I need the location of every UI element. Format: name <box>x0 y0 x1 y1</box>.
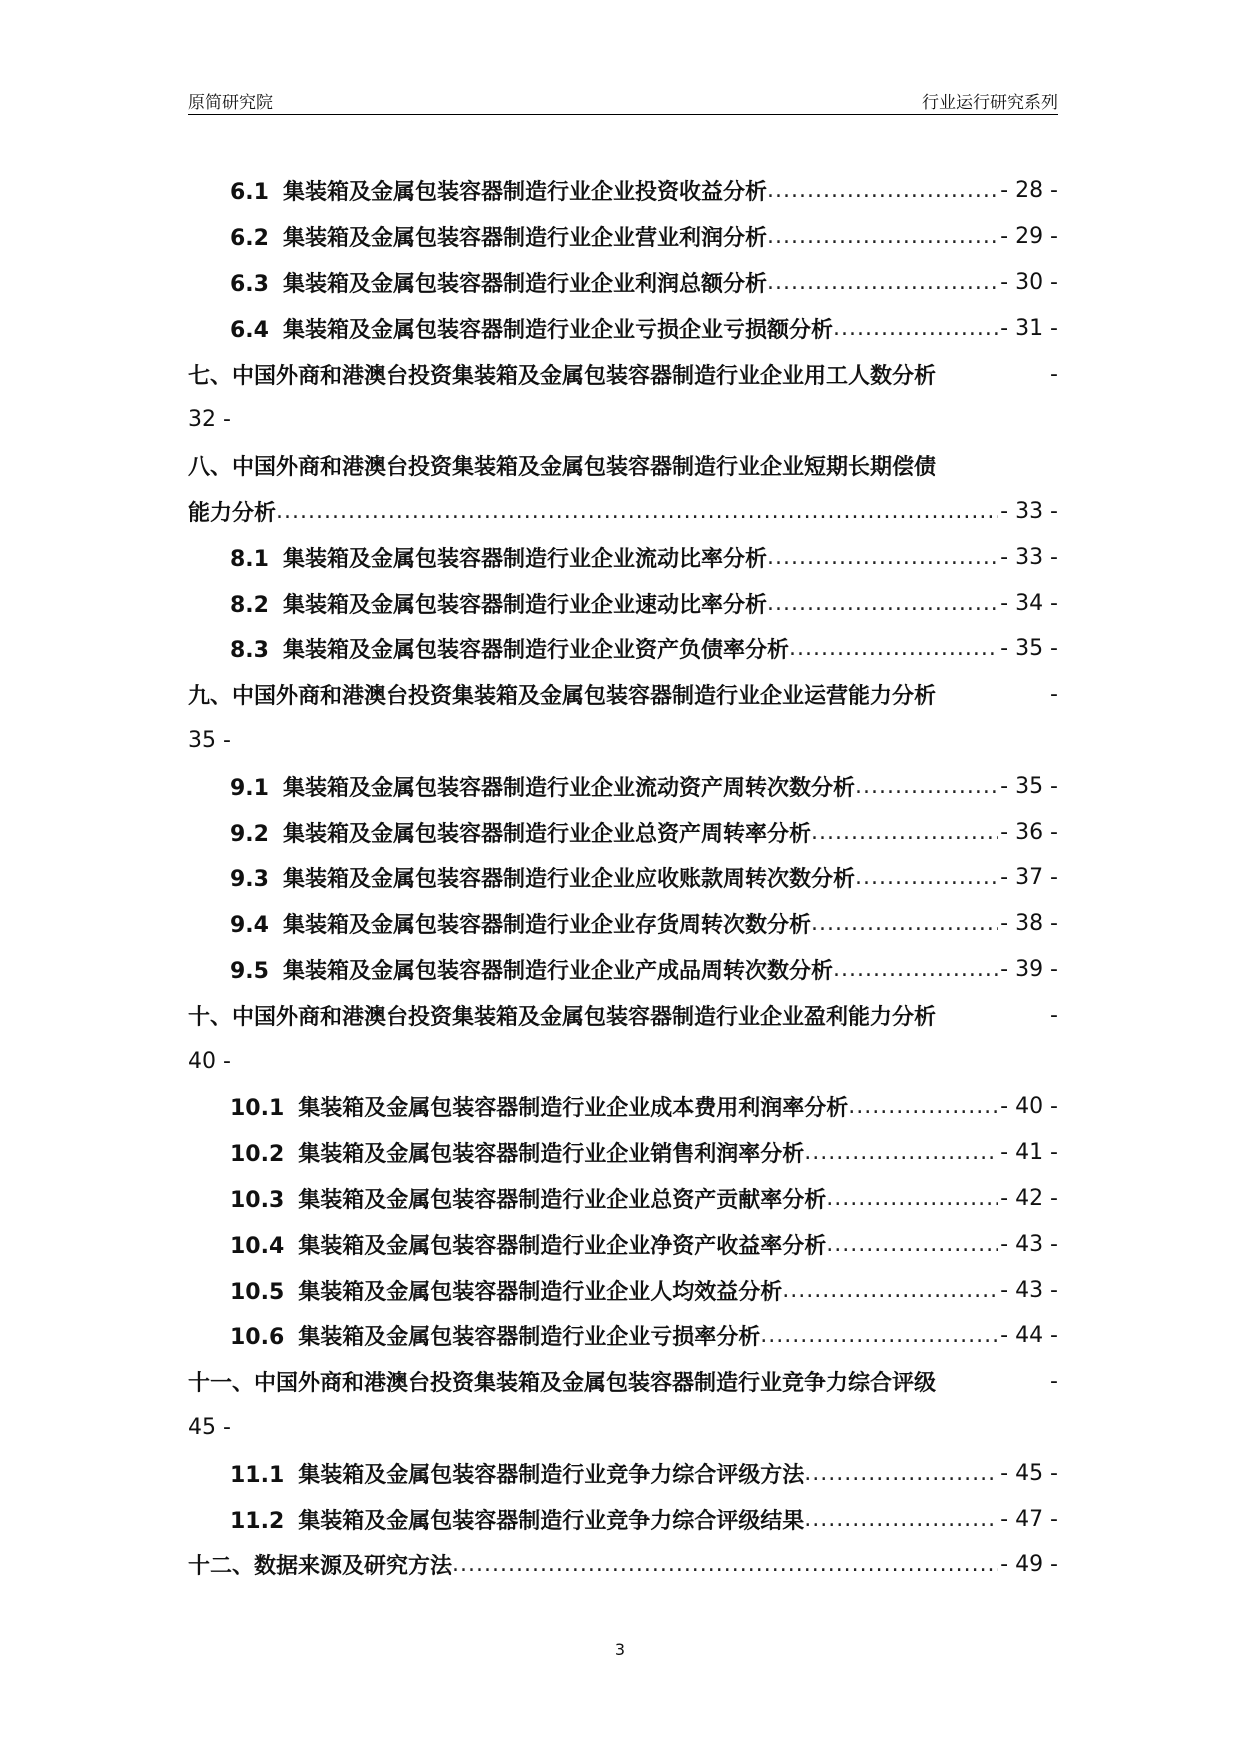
toc-entry-title: 集装箱及金属包装容器制造行业企业资产负债率分析 <box>282 638 789 664</box>
toc-entry-number: 8.1 <box>230 546 269 572</box>
toc-chapter-title: 七、中国外商和港澳台投资集装箱及金属包装容器制造行业企业用工人数分析 <box>188 363 937 389</box>
toc-entry-page: - 35 - <box>1000 773 1058 799</box>
toc-entry-page: - 41 - <box>1000 1140 1058 1166</box>
toc-entry-title: 集装箱及金属包装容器制造行业企业净资产收益率分析 <box>298 1233 827 1259</box>
toc-leader-dots <box>833 957 998 982</box>
toc-chapter-entry[interactable] <box>188 1542 1058 1588</box>
toc-entry-number: 9.4 <box>230 913 269 939</box>
toc-leader-dots <box>767 591 998 616</box>
toc-entry-page-part: 40 - <box>188 1048 231 1074</box>
toc-entry-title: 集装箱及金属包装容器制造行业企业总资产贡献率分析 <box>298 1187 827 1213</box>
toc-entry-number: 6.2 <box>230 226 269 252</box>
toc-entry-number: 9.1 <box>230 775 269 801</box>
toc-entry-page-part: 35 - <box>188 727 231 753</box>
toc-entry[interactable] <box>188 1450 1058 1496</box>
toc-entry[interactable] <box>188 534 1058 580</box>
toc-entry[interactable] <box>188 1176 1058 1222</box>
toc-entry-page: - 43 - <box>1000 1277 1058 1303</box>
toc-entry-page: - 36 - <box>1000 819 1058 845</box>
toc-leader-dots <box>760 1323 998 1348</box>
toc-entry-title: 集装箱及金属包装容器制造行业企业利润总额分析 <box>282 271 767 297</box>
toc-entry[interactable] <box>188 1130 1058 1176</box>
toc-entry-page: - 29 - <box>1000 224 1058 250</box>
toc-entry-title: 集装箱及金属包装容器制造行业企业销售利润率分析 <box>298 1142 805 1168</box>
toc-chapter-entry[interactable] <box>188 672 1058 764</box>
toc-entry-page-part: 45 - <box>188 1414 231 1440</box>
toc-chapter-entry[interactable] <box>188 351 1058 443</box>
toc-entry[interactable] <box>188 626 1058 672</box>
toc-entry-title: 集装箱及金属包装容器制造行业企业流动资产周转次数分析 <box>282 775 855 801</box>
toc-entry-number: 6.1 <box>230 180 269 206</box>
toc-entry-page: - 30 - <box>1000 269 1058 295</box>
toc-entry-title: 集装箱及金属包装容器制造行业企业总资产周转率分析 <box>282 821 811 847</box>
toc-entry-page-part: - <box>1050 1369 1058 1395</box>
toc-leader-dots <box>855 774 998 799</box>
header-series: 行业运行研究系列 <box>922 93 1058 113</box>
toc-entry-page: - 49 - <box>1000 1552 1058 1578</box>
toc-entry-page: - 34 - <box>1000 590 1058 616</box>
toc-leader-dots <box>276 499 998 524</box>
toc-leader-dots <box>767 270 998 295</box>
toc-leader-dots <box>804 1140 998 1165</box>
toc-entry-number: 10.6 <box>230 1325 285 1351</box>
toc-entry[interactable] <box>188 763 1058 809</box>
toc-entry-number: 10.1 <box>230 1096 285 1122</box>
toc-entry-page: - 40 - <box>1000 1094 1058 1120</box>
toc-entry-title: 集装箱及金属包装容器制造行业企业亏损企业亏损额分析 <box>282 317 833 343</box>
toc-leader-dots <box>811 911 998 936</box>
toc-entry[interactable] <box>188 214 1058 260</box>
toc-entry-title: 集装箱及金属包装容器制造行业企业存货周转次数分析 <box>282 913 811 939</box>
toc-leader-dots <box>782 1278 998 1303</box>
toc-entry-title: 集装箱及金属包装容器制造行业企业产成品周转次数分析 <box>282 958 833 984</box>
toc-chapter-title: 九、中国外商和港澳台投资集装箱及金属包装容器制造行业企业运营能力分析 <box>188 684 937 710</box>
toc-entry-page: - 39 - <box>1000 956 1058 982</box>
toc-entry[interactable] <box>188 947 1058 993</box>
header-publisher: 原简研究院 <box>188 93 273 113</box>
toc-chapter-title: 十二、数据来源及研究方法 <box>188 1554 453 1580</box>
toc-entry[interactable] <box>188 855 1058 901</box>
toc-entry[interactable] <box>188 1267 1058 1313</box>
toc-entry-page: - 42 - <box>1000 1185 1058 1211</box>
toc-leader-dots <box>767 545 998 570</box>
toc-entry-number: 9.5 <box>230 958 269 984</box>
toc-leader-dots <box>767 178 998 203</box>
toc-entry[interactable] <box>188 1496 1058 1542</box>
page-header <box>188 86 1058 115</box>
toc-entry-page: - 31 - <box>1000 315 1058 341</box>
toc-entry-page: - 28 - <box>1000 178 1058 204</box>
toc-entry-page: - 37 - <box>1000 865 1058 891</box>
toc-entry[interactable] <box>188 580 1058 626</box>
toc-entry-page: - 47 - <box>1000 1506 1058 1532</box>
toc-entry-page-part: - <box>1050 682 1058 708</box>
toc-chapter-title: 十一、中国外商和港澳台投资集装箱及金属包装容器制造行业竞争力综合评级 <box>188 1371 937 1397</box>
toc-entry-title: 集装箱及金属包装容器制造行业企业亏损率分析 <box>298 1325 761 1351</box>
toc-entry-number: 10.3 <box>230 1187 285 1213</box>
toc-leader-dots <box>826 1232 998 1257</box>
toc-entry-page: - 44 - <box>1000 1323 1058 1349</box>
toc-leader-dots <box>452 1552 998 1577</box>
toc-entry-number: 9.3 <box>230 867 269 893</box>
toc-leader-dots <box>804 1461 998 1486</box>
toc-entry-title: 集装箱及金属包装容器制造行业企业人均效益分析 <box>298 1279 783 1305</box>
toc-entry[interactable] <box>188 809 1058 855</box>
page-number: 3 <box>614 1640 626 1659</box>
toc-chapter-entry[interactable] <box>188 443 1058 535</box>
toc-entry-page: - 33 - <box>1000 544 1058 570</box>
toc-chapter-title-cont: 能力分析 <box>188 500 277 526</box>
toc-entry-number: 6.4 <box>230 317 269 343</box>
toc-leader-dots <box>848 1094 998 1119</box>
toc-entry-title: 集装箱及金属包装容器制造行业竞争力综合评级结果 <box>298 1508 805 1534</box>
toc-leader-dots <box>789 636 998 661</box>
toc-entry-title: 集装箱及金属包装容器制造行业企业流动比率分析 <box>282 546 767 572</box>
toc-chapter-title: 八、中国外商和港澳台投资集装箱及金属包装容器制造行业企业短期长期偿债 <box>188 455 937 481</box>
toc-entry-number: 10.5 <box>230 1279 285 1305</box>
toc-entry-title: 集装箱及金属包装容器制造行业竞争力综合评级方法 <box>298 1462 805 1488</box>
toc-entry-page: - 35 - <box>1000 636 1058 662</box>
toc-entry-number: 11.2 <box>230 1508 285 1534</box>
toc-entry-title: 集装箱及金属包装容器制造行业企业营业利润分析 <box>282 226 767 252</box>
toc-entry[interactable] <box>188 260 1058 306</box>
toc-entry-number: 6.3 <box>230 271 269 297</box>
toc-entry-title: 集装箱及金属包装容器制造行业企业成本费用利润率分析 <box>298 1096 849 1122</box>
toc-entry-title: 集装箱及金属包装容器制造行业企业投资收益分析 <box>282 180 767 206</box>
toc-chapter-title: 十、中国外商和港澳台投资集装箱及金属包装容器制造行业企业盈利能力分析 <box>188 1004 937 1030</box>
toc-entry[interactable] <box>188 901 1058 947</box>
toc-entry-page-part: - <box>1050 1002 1058 1028</box>
toc-leader-dots <box>767 224 998 249</box>
toc-entry-number: 10.4 <box>230 1233 285 1259</box>
toc-entry-number: 10.2 <box>230 1142 285 1168</box>
toc-entry[interactable] <box>188 1313 1058 1359</box>
toc-leader-dots <box>855 865 998 890</box>
table-of-contents <box>188 168 1058 1588</box>
toc-entry-title: 集装箱及金属包装容器制造行业企业速动比率分析 <box>282 592 767 618</box>
toc-entry-page-part: 32 - <box>188 407 231 433</box>
toc-chapter-entry[interactable] <box>188 1359 1058 1451</box>
toc-leader-dots <box>826 1186 998 1211</box>
toc-entry-page: - 33 - <box>1000 498 1058 524</box>
toc-entry-number: 8.3 <box>230 638 269 664</box>
toc-leader-dots <box>811 820 998 845</box>
toc-entry-number: 9.2 <box>230 821 269 847</box>
toc-entry-page: - 43 - <box>1000 1231 1058 1257</box>
toc-leader-dots <box>804 1507 998 1532</box>
toc-entry-title: 集装箱及金属包装容器制造行业企业应收账款周转次数分析 <box>282 867 855 893</box>
toc-chapter-entry[interactable] <box>188 992 1058 1084</box>
toc-entry-page: - 45 - <box>1000 1460 1058 1486</box>
toc-entry-page: - 38 - <box>1000 911 1058 937</box>
toc-entry[interactable] <box>188 168 1058 214</box>
toc-entry-number: 11.1 <box>230 1462 285 1488</box>
toc-entry[interactable] <box>188 1084 1058 1130</box>
toc-entry-page-part: - <box>1050 361 1058 387</box>
toc-leader-dots <box>833 316 998 341</box>
toc-entry-number: 8.2 <box>230 592 269 618</box>
toc-entry[interactable] <box>188 305 1058 351</box>
toc-entry[interactable] <box>188 1221 1058 1267</box>
